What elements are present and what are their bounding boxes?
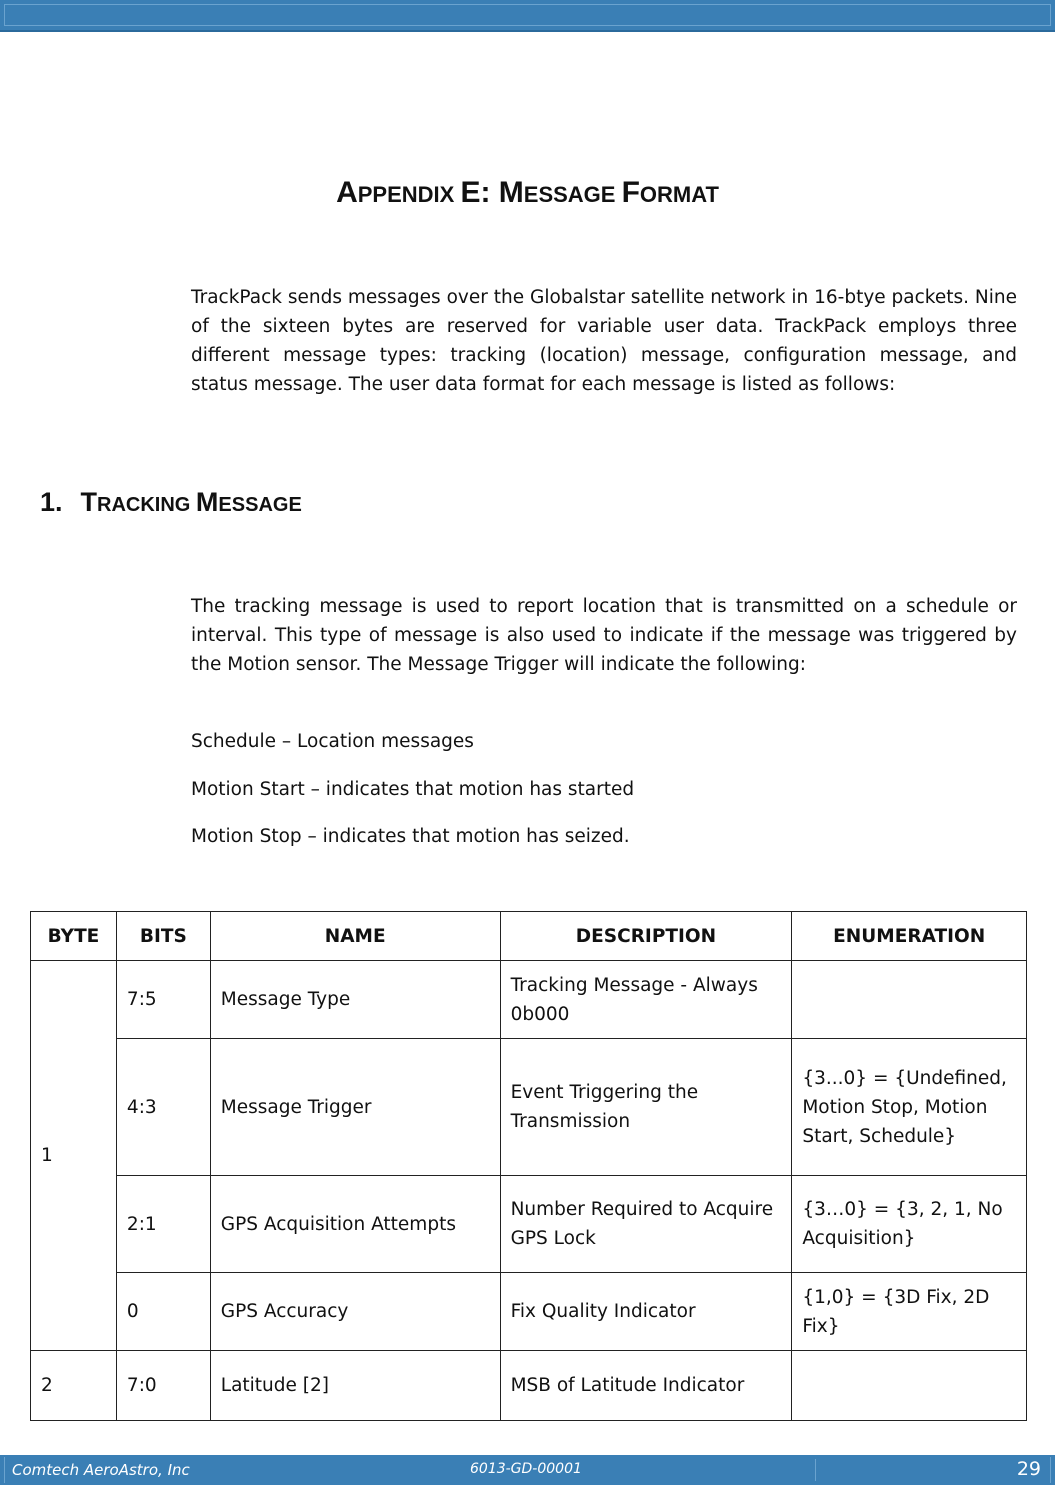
title-cap-a: A — [336, 176, 358, 209]
title-cap-e-m: E: M — [460, 176, 524, 209]
table-row — [31, 1039, 1027, 1176]
section-text-racking: RACKING — [97, 494, 196, 516]
header-name: NAME — [210, 912, 500, 961]
section-cap-m: M — [195, 487, 219, 517]
appendix-title — [0, 176, 1055, 210]
cell-enumeration — [792, 961, 1027, 1039]
header-byte: BYTE — [31, 912, 117, 961]
cell-name: GPS Acquisition Attempts — [210, 1176, 500, 1273]
tracking-paragraph: The tracking message is used to report location that is transmitted on a schedule or interval. This type of message is also used to indicate if the message was triggered by the Motion sensor. The Message Trigger will indicate the following: — [191, 596, 1017, 675]
message-format-table — [30, 911, 1027, 1421]
footer-company: Comtech AeroAstro, Inc — [12, 1461, 190, 1479]
list-item: Schedule – Location messages — [191, 731, 474, 752]
cell-enumeration — [792, 1351, 1027, 1421]
cell-description: Event Triggering the Transmission — [500, 1039, 792, 1176]
cell-bits: 7:5 — [116, 961, 210, 1039]
cell-bits: 2:1 — [116, 1176, 210, 1273]
table-row — [31, 1273, 1027, 1351]
header-enumeration: ENUMERATION — [792, 912, 1027, 961]
section-text-essage: ESSAGE — [218, 494, 302, 516]
header-description: DESCRIPTION — [500, 912, 792, 961]
table-row — [31, 1351, 1027, 1421]
cell-enumeration: {3…0} = {3, 2, 1, No Acquisition} — [792, 1176, 1027, 1273]
cell-bits: 0 — [116, 1273, 210, 1351]
footer-divider — [815, 1459, 816, 1481]
table-row — [31, 1176, 1027, 1273]
list-item: Motion Stop – indicates that motion has seized. — [191, 826, 630, 847]
section-cap-t: T — [80, 487, 98, 517]
table-header-row — [31, 912, 1027, 961]
header-bar — [0, 0, 1055, 32]
cell-byte: 2 — [31, 1351, 117, 1421]
intro-paragraph: TrackPack sends messages over the Globalstar satellite network in 16-btye packets. Nine of the sixteen bytes are reserved for variable user data. TrackPack employs three different message types: tracking (location) message, configuration message, and status message. The user data format for each message is listed as follows: — [191, 287, 1017, 395]
cell-description: Fix Quality Indicator — [500, 1273, 792, 1351]
cell-description: MSB of Latitude Indicator — [500, 1351, 792, 1421]
cell-description: Number Required to Acquire GPS Lock — [500, 1176, 792, 1273]
header-bits: BITS — [116, 912, 210, 961]
title-cap-f: F — [621, 176, 640, 209]
cell-enumeration: {3...0} = {Undefined, Motion Stop, Motion Start, Schedule} — [792, 1039, 1027, 1176]
cell-name: Latitude [2] — [210, 1351, 500, 1421]
cell-description: Tracking Message - Always 0b000 — [500, 961, 792, 1039]
title-text-ppendix: PPENDIX — [357, 182, 461, 207]
list-item: Motion Start – indicates that motion has started — [191, 779, 635, 800]
cell-bits: 7:0 — [116, 1351, 210, 1421]
cell-name: GPS Accuracy — [210, 1273, 500, 1351]
cell-bits: 4:3 — [116, 1039, 210, 1176]
footer-page-number: 29 — [1016, 1458, 1041, 1480]
title-text-ormat: ORMAT — [639, 182, 719, 207]
footer-bar — [0, 1455, 1055, 1485]
cell-name: Message Type — [210, 961, 500, 1039]
title-text-essage: ESSAGE — [523, 182, 622, 207]
section-heading-tracking — [40, 487, 302, 518]
section-number: 1. — [40, 487, 63, 517]
cell-byte: 1 — [31, 961, 117, 1351]
cell-name: Message Trigger — [210, 1039, 500, 1176]
cell-enumeration: {1,0} = {3D Fix, 2D Fix} — [792, 1273, 1027, 1351]
table-row — [31, 961, 1027, 1039]
footer-doc-number: 6013-GD-00001 — [470, 1461, 582, 1477]
header-bar-frame — [4, 4, 1051, 26]
